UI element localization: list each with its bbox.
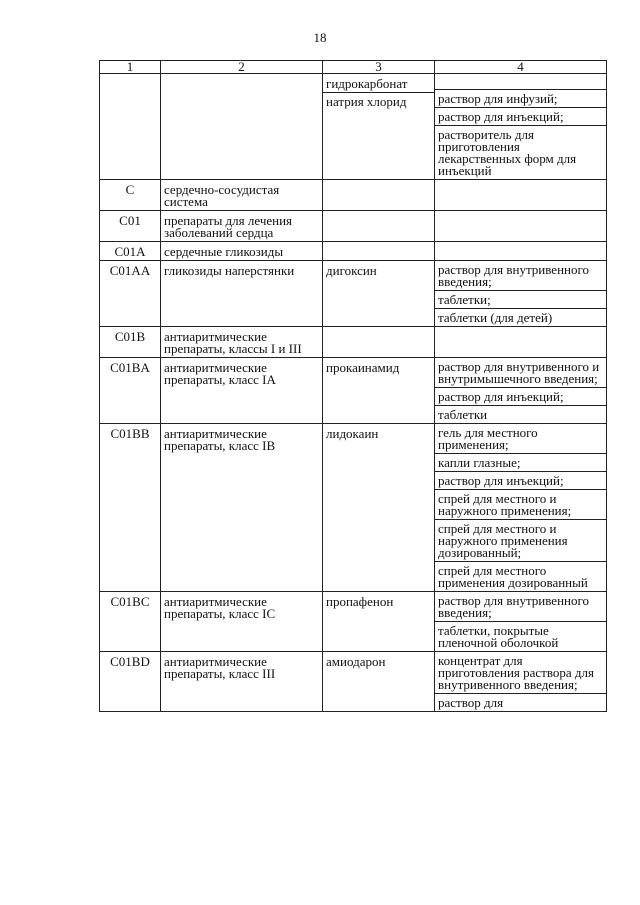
drug-table bbox=[99, 60, 607, 712]
atc-group-name-cell: сердечные гликозиды bbox=[161, 242, 323, 261]
atc-group-name-cell: антиаритмические препараты, классы I и III bbox=[161, 327, 323, 358]
drug-name-cell bbox=[323, 424, 435, 592]
drug-name-cell bbox=[323, 261, 435, 327]
dosage-forms-cell bbox=[435, 242, 607, 261]
table-row bbox=[100, 652, 607, 712]
dosage-form: гель для местного применения; bbox=[438, 425, 538, 452]
table-row bbox=[100, 261, 607, 327]
drug-name-cell bbox=[323, 652, 435, 712]
drug-name: пропафенон bbox=[326, 594, 394, 609]
drug-name-cell bbox=[323, 180, 435, 211]
dosage-form: раствор для внутривенного и внутримышечного введения; bbox=[438, 359, 600, 386]
atc-group-name-cell: антиаритмические препараты, класс IB bbox=[161, 424, 323, 592]
header-row bbox=[100, 61, 607, 74]
atc-group-name-cell bbox=[161, 74, 323, 180]
table-row bbox=[100, 358, 607, 424]
dosage-form bbox=[435, 74, 606, 89]
atc-code-cell: C01BC bbox=[100, 592, 161, 652]
atc-group-name-cell: антиаритмические препараты, класс IA bbox=[161, 358, 323, 424]
drug-name-cell bbox=[323, 327, 435, 358]
atc-code-cell bbox=[100, 74, 161, 180]
dosage-form: спрей для местного и наружного применения; bbox=[435, 489, 606, 519]
dosage-form: раствор для инъекций; bbox=[435, 471, 606, 489]
atc-code-cell: C01BA bbox=[100, 358, 161, 424]
dosage-form: раствор для bbox=[435, 693, 606, 711]
drug-name: прокаинамид bbox=[326, 360, 400, 375]
dosage-form: капли глазные; bbox=[435, 453, 606, 471]
dosage-form: таблетки (для детей) bbox=[435, 308, 606, 326]
atc-code-cell: C01BD bbox=[100, 652, 161, 712]
drug-name-cell bbox=[323, 242, 435, 261]
header-col-4: 4 bbox=[435, 61, 607, 74]
dosage-form: таблетки; bbox=[435, 290, 606, 308]
atc-code-cell: C01AA bbox=[100, 261, 161, 327]
dosage-form: раствор для внутривенного введения; bbox=[438, 593, 589, 620]
dosage-form: концентрат для приготовления раствора для внутривенного введения; bbox=[438, 653, 594, 692]
dosage-forms-cell bbox=[435, 652, 607, 712]
dosage-form: раствор для инъекций; bbox=[435, 107, 606, 125]
drug-name-cell bbox=[323, 74, 435, 180]
header-col-1: 1 bbox=[100, 61, 161, 74]
drug-name: дигоксин bbox=[326, 263, 377, 278]
dosage-forms-cell bbox=[435, 592, 607, 652]
drug-name-cell bbox=[323, 358, 435, 424]
dosage-form: спрей для местного применения дозированный bbox=[435, 561, 606, 591]
dosage-form: раствор для внутривенного введения; bbox=[438, 262, 589, 289]
table-row bbox=[100, 592, 607, 652]
dosage-form: таблетки, покрытые пленочной оболочкой bbox=[435, 621, 606, 651]
drug-name: натрия хлорид bbox=[323, 92, 434, 110]
table-row bbox=[100, 211, 607, 242]
page-number: 18 bbox=[313, 30, 327, 45]
drug-name: лидокаин bbox=[326, 426, 379, 441]
drug-name-cell bbox=[323, 211, 435, 242]
table-row bbox=[100, 242, 607, 261]
atc-code-cell: C01A bbox=[100, 242, 161, 261]
atc-group-name-cell: препараты для лечения заболеваний сердца bbox=[161, 211, 323, 242]
atc-group-name-cell: сердечно-сосудистая система bbox=[161, 180, 323, 211]
table-row bbox=[100, 180, 607, 211]
atc-code-cell: C bbox=[100, 180, 161, 211]
atc-code-cell: C01BB bbox=[100, 424, 161, 592]
table-row bbox=[100, 424, 607, 592]
dosage-forms-cell bbox=[435, 180, 607, 211]
drug-name-cell bbox=[323, 592, 435, 652]
table-row bbox=[100, 327, 607, 358]
dosage-forms-cell bbox=[435, 358, 607, 424]
dosage-forms-cell bbox=[435, 74, 607, 180]
header-col-3: 3 bbox=[323, 61, 435, 74]
dosage-forms-cell bbox=[435, 327, 607, 358]
table-row bbox=[100, 74, 607, 180]
dosage-forms-cell bbox=[435, 211, 607, 242]
atc-group-name-cell: гликозиды наперстянки bbox=[161, 261, 323, 327]
dosage-form: раствор для инъекций; bbox=[435, 387, 606, 405]
dosage-form: раствор для инфузий; bbox=[435, 89, 606, 107]
dosage-form: таблетки bbox=[435, 405, 606, 423]
atc-group-name-cell: антиаритмические препараты, класс IC bbox=[161, 592, 323, 652]
drug-name: амиодарон bbox=[326, 654, 386, 669]
atc-code-cell: C01B bbox=[100, 327, 161, 358]
dosage-form: спрей для местного и наружного применения дозированный; bbox=[435, 519, 606, 561]
dosage-forms-cell bbox=[435, 424, 607, 592]
drug-name: гидрокарбонат bbox=[326, 76, 408, 91]
dosage-forms-cell bbox=[435, 261, 607, 327]
atc-group-name-cell: антиаритмические препараты, класс III bbox=[161, 652, 323, 712]
atc-code-cell: C01 bbox=[100, 211, 161, 242]
header-col-2: 2 bbox=[161, 61, 323, 74]
dosage-form: растворитель для приготовления лекарственных форм для инъекций bbox=[435, 125, 606, 179]
